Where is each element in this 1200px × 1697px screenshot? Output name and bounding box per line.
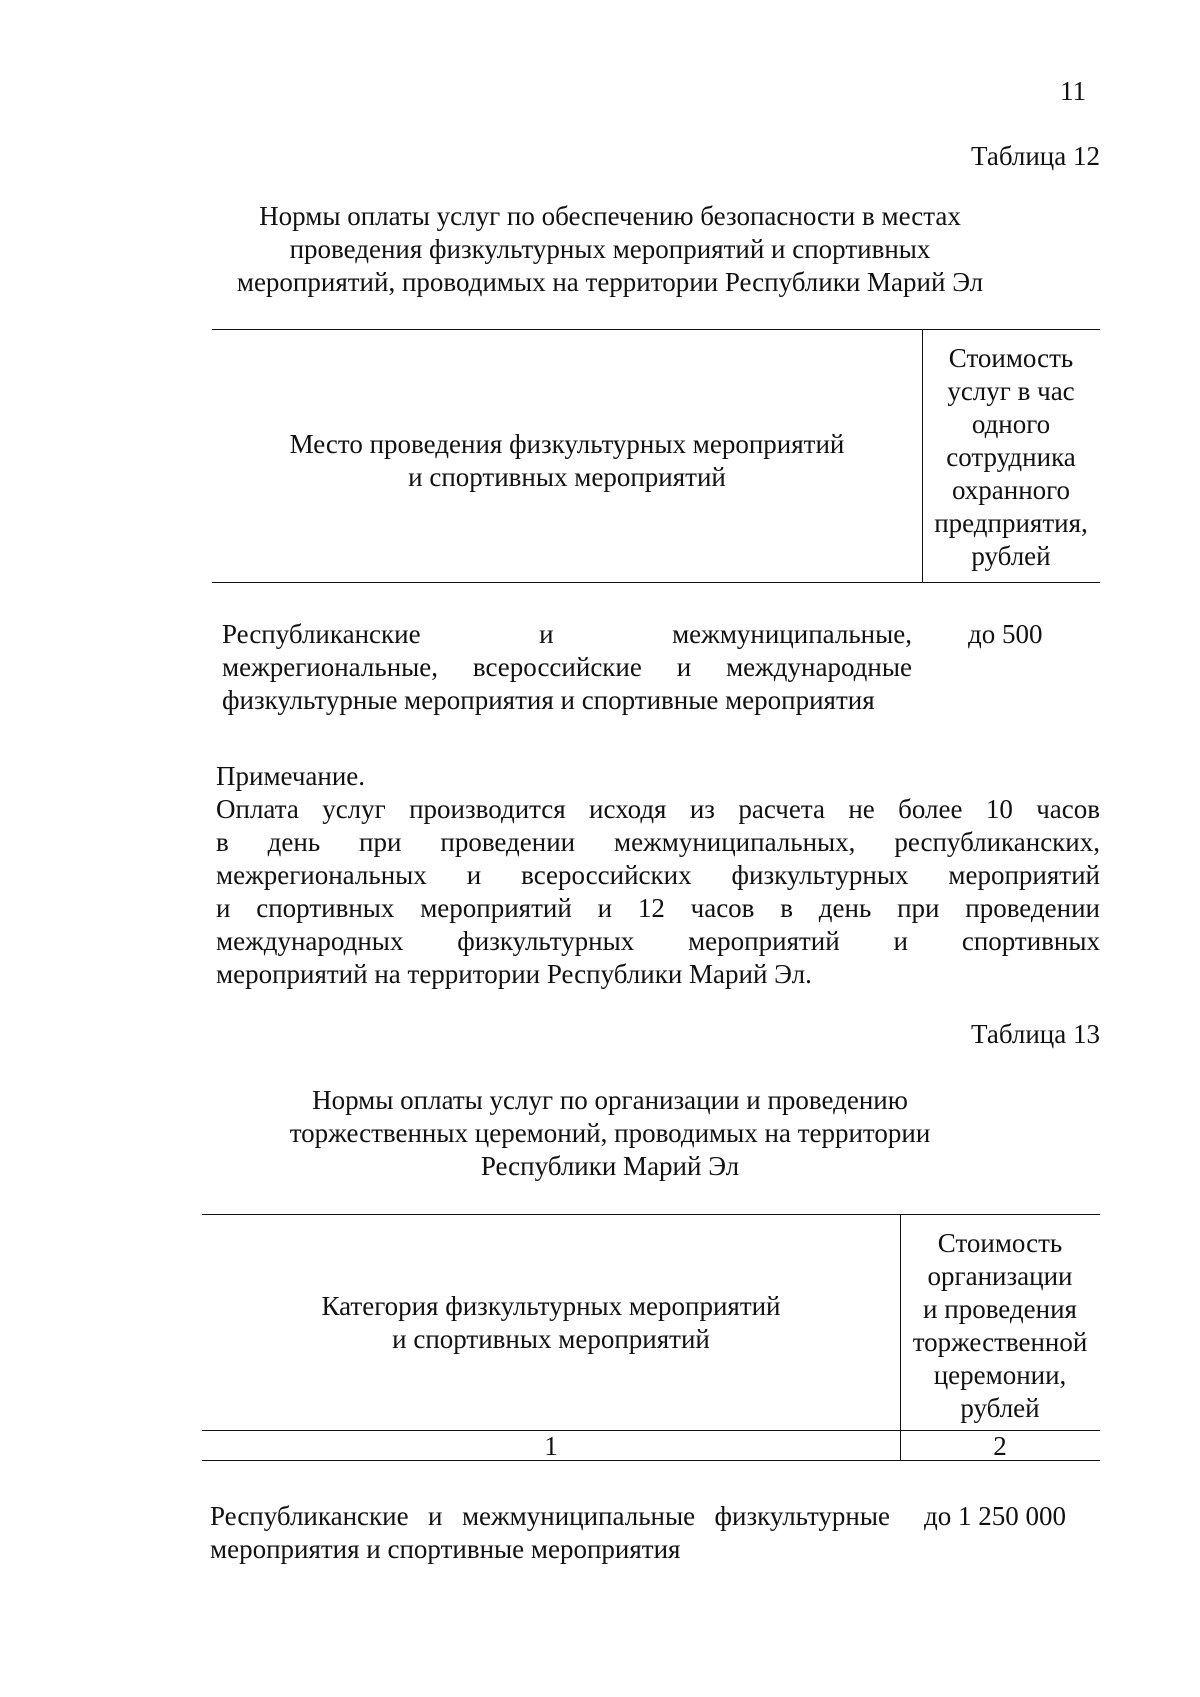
- note-title: Примечание.: [216, 761, 366, 791]
- header-line: и проведения: [923, 1294, 1077, 1324]
- header-line: и спортивных мероприятий: [408, 462, 726, 492]
- table-12-header-place: [212, 428, 922, 494]
- table-13-top-rule: [202, 1214, 1100, 1215]
- header-line: Место проведения физкультурных мероприятий: [289, 429, 845, 459]
- table-12-row-description: [222, 618, 912, 717]
- note: [216, 760, 1100, 991]
- table-13-title-line: Нормы оплаты услуг по организации и проведению: [312, 1085, 908, 1115]
- table-12-title-line: проведения физкультурных мероприятий и спортивных: [289, 234, 931, 264]
- header-line: Стоимость: [937, 1228, 1063, 1258]
- note-line: и спортивных мероприятий и 12 часов в день при проведении: [216, 893, 1100, 923]
- note-line: межрегиональных и всероссийских физкультурных мероприятий: [216, 860, 1100, 890]
- table-13-title-line: торжественных церемоний, проводимых на территории: [289, 1118, 931, 1148]
- page-number: 11: [1060, 76, 1086, 106]
- row-line: мероприятия и спортивные мероприятия: [210, 1534, 681, 1564]
- row-line: физкультурные мероприятия и спортивные мероприятия: [222, 685, 875, 715]
- table-13-header-cost: [900, 1227, 1100, 1425]
- table-12-title-line: мероприятий, проводимых на территории Республики Марий Эл: [236, 267, 984, 297]
- header-line: и спортивных мероприятий: [392, 1324, 710, 1354]
- table-12-header-cost: [922, 342, 1100, 573]
- header-line: одного: [971, 409, 1051, 439]
- header-line: торжественной: [912, 1327, 1088, 1357]
- table-13-column-number-2: 2: [993, 1431, 1007, 1461]
- header-line: Категория физкультурных мероприятий: [321, 1291, 781, 1321]
- header-line: рублей: [960, 1393, 1040, 1423]
- header-line: рублей: [971, 541, 1051, 571]
- header-line: сотрудника: [946, 442, 1076, 472]
- note-line: международных физкультурных мероприятий и спортивных: [216, 926, 1100, 956]
- header-line: охранного: [951, 475, 1071, 505]
- table-12-top-rule: [212, 329, 1100, 330]
- row-line: межрегиональные, всероссийские и международные: [222, 652, 912, 682]
- header-line: Стоимость: [948, 343, 1074, 373]
- table-12-title-line: Нормы оплаты услуг по обеспечению безопасности в местах: [259, 201, 961, 231]
- note-line: в день при проведении межмуниципальных, республиканских,: [216, 827, 1100, 857]
- header-line: услуг в час: [947, 376, 1075, 406]
- table-13-row-description: [210, 1500, 890, 1566]
- header-line: предприятия,: [934, 508, 1088, 538]
- header-line: организации: [927, 1261, 1073, 1291]
- table-12-title: [220, 200, 1000, 299]
- table-13-label: Таблица 13: [971, 1019, 1100, 1049]
- header-line: церемонии,: [933, 1360, 1067, 1390]
- row-line: Республиканские и межмуниципальные,: [222, 619, 912, 649]
- note-line: Оплата услуг производится исходя из расчета не более 10 часов: [216, 794, 1100, 824]
- table-12-row-value: до 500: [968, 619, 1043, 649]
- row-line: Республиканские и межмуниципальные физкультурные: [210, 1501, 890, 1531]
- table-13-row-value: до 1 250 000: [924, 1501, 1066, 1531]
- table-12-header-rule: [212, 582, 1100, 583]
- table-13-column-number-1: 1: [544, 1431, 558, 1461]
- table-13-title: [270, 1084, 950, 1183]
- note-line: мероприятий на территории Республики Марий Эл.: [216, 959, 812, 989]
- table-12-label: Таблица 12: [971, 141, 1100, 171]
- table-13-title-line: Республики Марий Эл: [480, 1151, 740, 1181]
- table-13-header-category: [202, 1290, 900, 1356]
